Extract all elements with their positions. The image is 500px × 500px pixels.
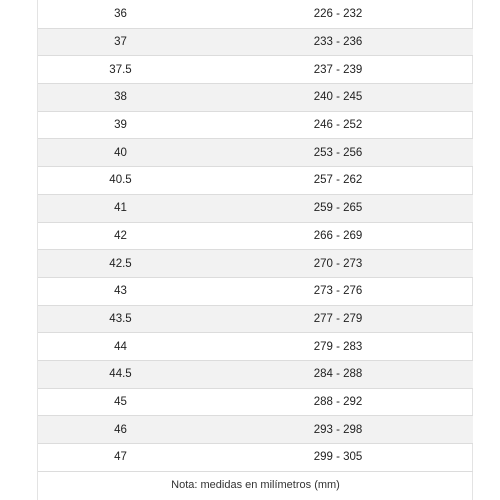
table-row [38, 333, 473, 361]
foot-length-cell: 284 - 288 [203, 360, 473, 388]
table-row [38, 277, 473, 305]
shoe-size-cell: 40.5 [38, 167, 203, 195]
foot-length-cell: 299 - 305 [203, 444, 473, 472]
table-note-row [38, 471, 473, 499]
table-row [38, 111, 473, 139]
shoe-size-cell: 38 [38, 84, 203, 112]
foot-length-cell: 293 - 298 [203, 416, 473, 444]
shoe-size-cell: 42 [38, 222, 203, 250]
measurement-note: Nota: medidas en milímetros (mm) [171, 479, 340, 492]
table-row [38, 360, 473, 388]
foot-length-cell: 266 - 269 [203, 222, 473, 250]
foot-length-cell: 237 - 239 [203, 56, 473, 84]
foot-length-cell: 226 - 232 [203, 1, 473, 28]
table-row [38, 1, 473, 28]
shoe-size-cell: 40 [38, 139, 203, 167]
foot-length-cell: 257 - 262 [203, 167, 473, 195]
foot-length-cell: 279 - 283 [203, 333, 473, 361]
shoe-size-cell: 39 [38, 111, 203, 139]
foot-length-cell: 270 - 273 [203, 250, 473, 278]
table-row [38, 28, 473, 56]
shoe-size-cell: 41 [38, 194, 203, 222]
shoe-size-cell: 37.5 [38, 56, 203, 84]
shoe-size-cell: 44 [38, 333, 203, 361]
foot-length-cell: 253 - 256 [203, 139, 473, 167]
shoe-size-cell: 43.5 [38, 305, 203, 333]
table-row [38, 56, 473, 84]
shoe-size-cell: 47 [38, 444, 203, 472]
shoe-size-cell: 37 [38, 28, 203, 56]
shoe-size-cell: 46 [38, 416, 203, 444]
table-row [38, 222, 473, 250]
foot-length-cell: 259 - 265 [203, 194, 473, 222]
size-chart-table [38, 1, 473, 499]
table-row [38, 84, 473, 112]
foot-length-cell: 288 - 292 [203, 388, 473, 416]
table-row [38, 444, 473, 472]
table-row [38, 167, 473, 195]
shoe-size-cell: 42.5 [38, 250, 203, 278]
foot-length-cell: 240 - 245 [203, 84, 473, 112]
foot-length-cell: 277 - 279 [203, 305, 473, 333]
foot-length-cell: 273 - 276 [203, 277, 473, 305]
table-row [38, 139, 473, 167]
table-row [38, 305, 473, 333]
shoe-size-cell: 36 [38, 1, 203, 28]
size-chart-body [38, 1, 473, 471]
foot-length-cell: 246 - 252 [203, 111, 473, 139]
table-row [38, 194, 473, 222]
table-row [38, 416, 473, 444]
shoe-size-cell: 43 [38, 277, 203, 305]
table-row [38, 250, 473, 278]
foot-length-cell: 233 - 236 [203, 28, 473, 56]
table-row [38, 388, 473, 416]
shoe-size-cell: 44.5 [38, 360, 203, 388]
shoe-size-cell: 45 [38, 388, 203, 416]
